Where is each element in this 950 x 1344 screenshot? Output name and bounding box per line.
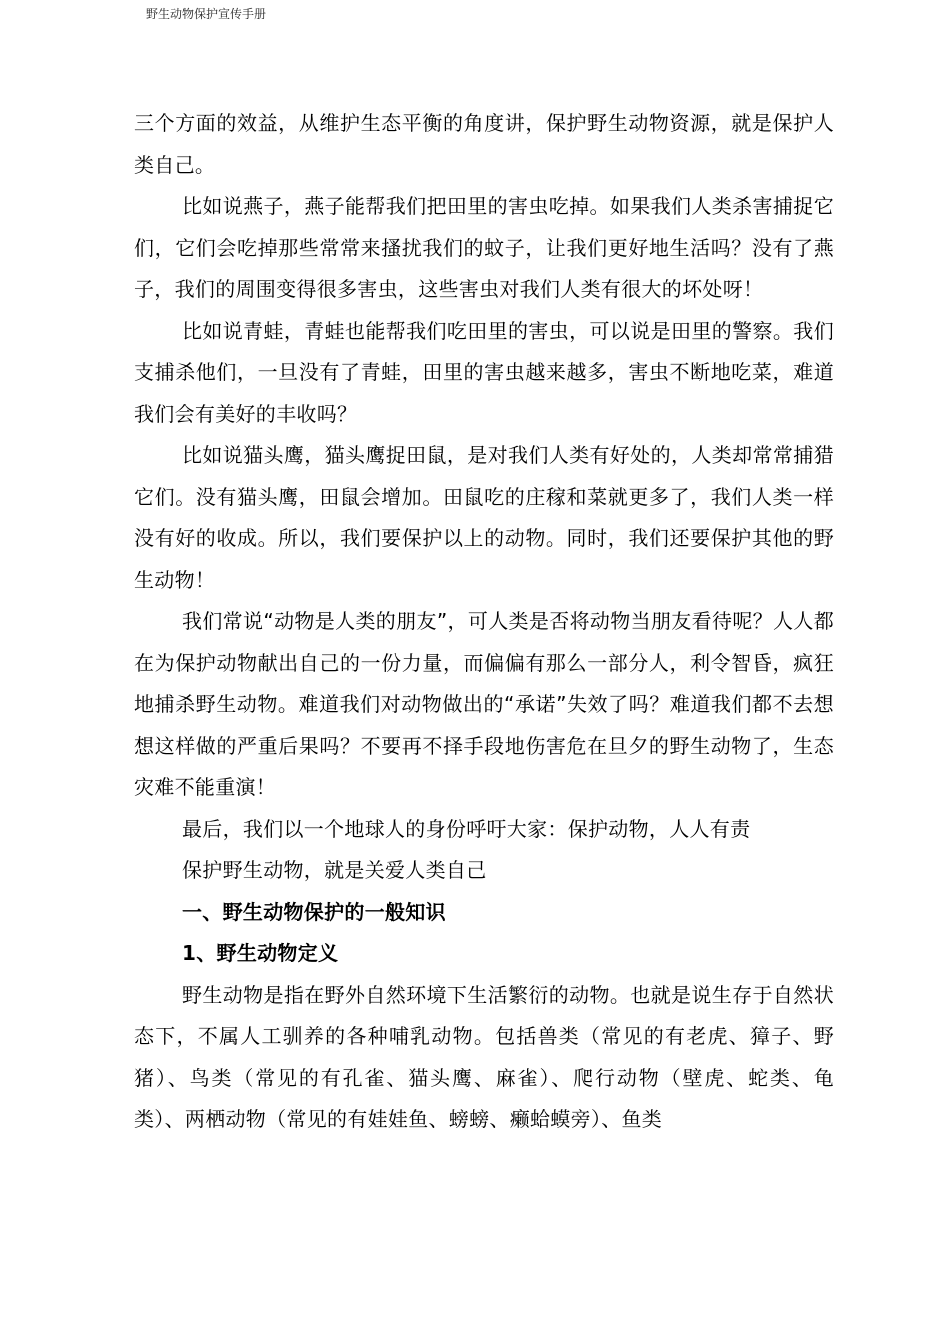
- section-heading: 一、野生动物保护的一般知识: [182, 899, 446, 924]
- paragraph-appeal: 最后，我们以一个地球人的身份呼吁大家：保护动物，人人有责: [182, 816, 751, 841]
- page-header-title: 野生动物保护宣传手册: [146, 7, 267, 21]
- paragraph-swallow: 比如说燕子，燕子能帮我们把田里的害虫吃掉。如果我们人类杀害捕捉它们，它们会吃掉那些常常来搔扰我们的蚊子，让我们更好地生活吗？没有了燕子，我们的周围变得很多害虫，这些害虫对我们人类有很大的坏处呀！: [134, 194, 834, 301]
- document-body: [134, 103, 834, 1141]
- paragraph-owl: 比如说猫头鹰，猫头鹰捉田鼠，是对我们人类有好处的，人类却常常捕猎它们。没有猫头鹰，田鼠会增加。田鼠吃的庄稼和菜就更多了，我们人类一样没有好的收成。所以，我们要保护以上的动物。同时，我们还要保护其他的野生动物！: [134, 443, 834, 592]
- paragraph-definition: 野生动物是指在野外自然环境下生活繁衍的动物。也就是说生存于自然状态下，不属人工驯养的各种哺乳动物。包括兽类（常见的有老虎、獐子、野猪）、鸟类（常见的有孔雀、猫头鹰、麻雀）、爬行动物（壁虎、蛇类、龟类）、两栖动物（常见的有娃娃鱼、螃螃、癞蛤蟆旁）、鱼类: [134, 982, 834, 1131]
- paragraph-slogan: 保护野生动物，就是关爱人类自己: [182, 858, 487, 882]
- paragraph-friends: 我们常说“动物是人类的朋友”，可人类是否将动物当朋友看待呢？人人都在为保护动物献出自己的一份力量，而偏偏有那么一部分人，利令智昏，疯狂地捕杀野生动物。难道我们对动物做出的“承诺”失效了吗？难道我们都不去想想这样做的严重后果吗？不要再不择手段地伤害危在旦夕的野生动物了，生态灾难不能重演！: [134, 609, 834, 799]
- subsection-heading: 1、野生动物定义: [182, 941, 339, 965]
- paragraph-frog: 比如说青蛙，青蛙也能帮我们吃田里的害虫，可以说是田里的警察。我们支捕杀他们，一旦没有了青蛙，田里的害虫越来越多，害虫不断地吃菜，难道我们会有美好的丰收吗？: [134, 318, 834, 426]
- paragraph-continuation: 三个方面的效益，从维护生态平衡的角度讲，保护野生动物资源，就是保护人类自己。: [134, 111, 834, 177]
